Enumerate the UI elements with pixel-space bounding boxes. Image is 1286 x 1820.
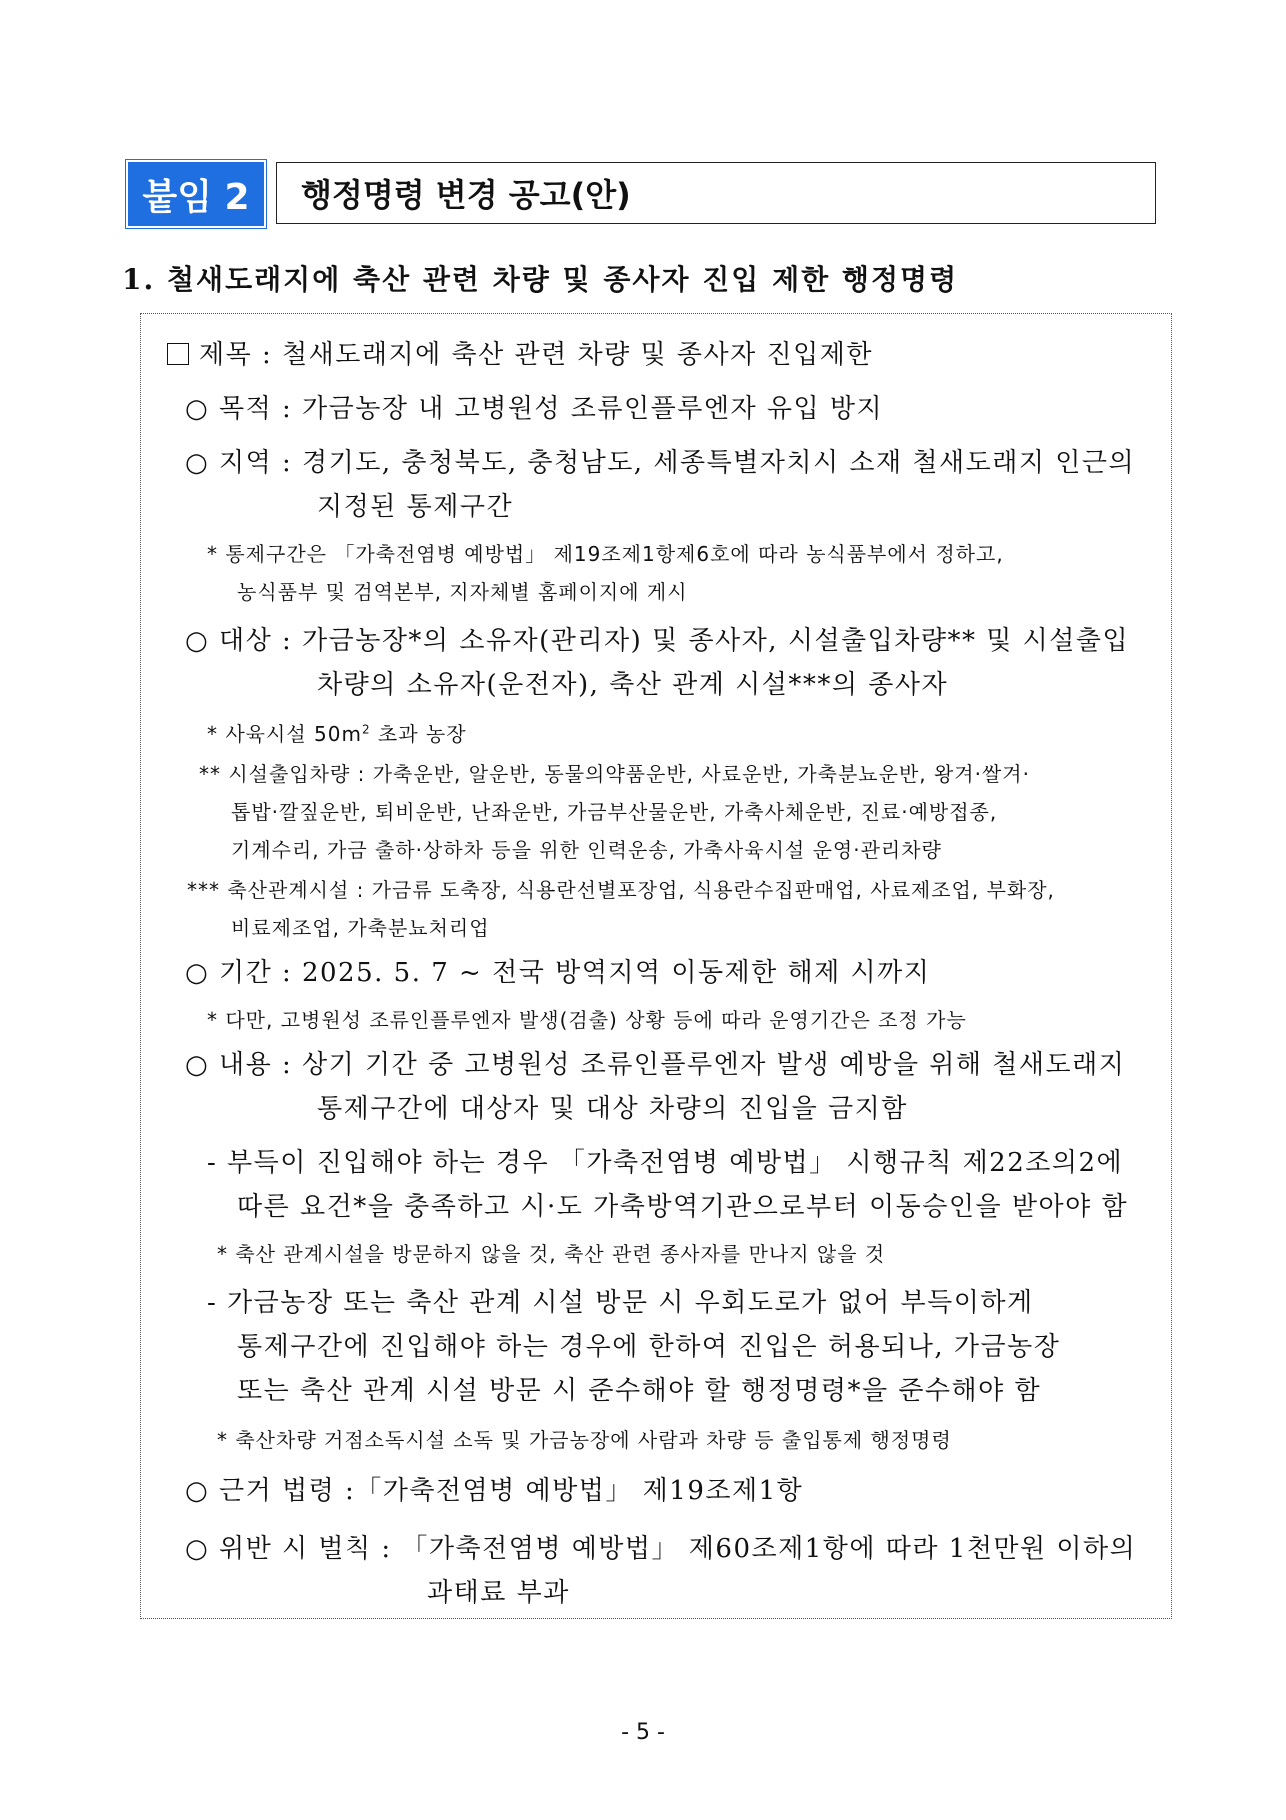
dash2-line-2: 통제구간에 진입해야 하는 경우에 한하여 진입은 허용되나, 가금농장 (237, 1332, 1061, 1362)
dash2-line-1: - 가금농장 또는 축산 관계 시설 방문 시 우회도로가 없어 부득이하게 (207, 1288, 1034, 1318)
subject-line (167, 334, 873, 371)
target-note-1 (207, 718, 467, 747)
target-note-2b: 톱밥·깔짚운반, 퇴비운반, 난좌운반, 가금부산물운반, 가축사체운반, 진료·예방접종, (231, 800, 998, 824)
target-note-3a: *** 축산관계시설 : 가금류 도축장, 식용란선별포장업, 식용란수집판매업, 사료제조업, 부화장, (187, 878, 1055, 902)
checkbox-square-icon (167, 343, 189, 365)
region-note-1: * 통제구간은 「가축전염병 예방법」 제19조제1항제6호에 따라 농식품부에서 정하고, (207, 542, 1004, 566)
dash1-note: * 축산 관계시설을 방문하지 않을 것, 축산 관련 종사자를 만나지 않을 것 (217, 1242, 886, 1266)
notice-content-box (140, 313, 1172, 1619)
region-note-2: 농식품부 및 검역본부, 지자체별 홈페이지에 게시 (237, 580, 688, 604)
document-title (276, 162, 1156, 224)
target-note-3b: 비료제조업, 가축분뇨처리업 (231, 916, 490, 940)
region-line-2: 지정된 통제구간 (317, 492, 514, 522)
dash1-line-1: - 부득이 진입해야 하는 경우 「가축전염병 예방법」 시행규칙 제22조의2에 (207, 1148, 1124, 1178)
period-note: * 다만, 고병원성 조류인플루엔자 발생(검출) 상황 등에 따라 운영기간은 조정 가능 (207, 1008, 967, 1032)
document-title-text: 행정명령 변경 공고(안) (301, 176, 631, 214)
dash1-line-2: 따른 요건*을 충족하고 시·도 가축방역기관으로부터 이동승인을 받아야 함 (237, 1192, 1129, 1222)
dash2-line-3: 또는 축산 관계 시설 방문 시 준수해야 할 행정명령*을 준수해야 함 (237, 1376, 1042, 1406)
period-line: ○ 기간 : 2025. 5. 7 ~ 전국 방역지역 이동제한 해제 시까지 (185, 958, 931, 988)
page-number: - 5 - (621, 1720, 665, 1745)
target-note-1-sup: 2 (361, 722, 371, 737)
contents-line-2: 통제구간에 대상자 및 대상 차량의 진입을 금지함 (317, 1094, 908, 1124)
purpose-line: ○ 목적 : 가금농장 내 고병원성 조류인플루엔자 유입 방지 (185, 394, 884, 424)
target-note-1-a: * 사육시설 50m (207, 722, 362, 746)
target-note-2c: 기계수리, 가금 출하·상하차 등을 위한 인력운송, 가축사육시설 운영·관리차량 (231, 838, 942, 862)
section-heading: 1. 철새도래지에 축산 관련 차량 및 종사자 진입 제한 행정명령 (122, 263, 959, 296)
penalty-line-1: ○ 위반 시 벌칙 : 「가축전염병 예방법」 제60조제1항에 따라 1천만원 이하의 (185, 1534, 1137, 1564)
target-line-1: ○ 대상 : 가금농장*의 소유자(관리자) 및 종사자, 시설출입차량** 및 시설출입 (185, 626, 1130, 656)
region-line-1: ○ 지역 : 경기도, 충청북도, 충청남도, 세종특별자치시 소재 철새도래지 인근의 (185, 448, 1136, 478)
target-line-2: 차량의 소유자(운전자), 축산 관계 시설***의 종사자 (317, 670, 949, 700)
attachment-badge: 붙임 2 (128, 162, 264, 226)
subject-text: 제목 : 철새도래지에 축산 관련 차량 및 종사자 진입제한 (199, 340, 873, 370)
contents-line-1: ○ 내용 : 상기 기간 중 고병원성 조류인플루엔자 발생 예방을 위해 철새도래지 (185, 1050, 1126, 1080)
penalty-line-2: 과태료 부과 (427, 1578, 570, 1608)
target-note-2a: ** 시설출입차량 : 가축운반, 알운반, 동물의약품운반, 사료운반, 가축분뇨운반, 왕겨·쌀겨· (199, 762, 1030, 786)
dash2-note: * 축산차량 거점소독시설 소독 및 가금농장에 사람과 차량 등 출입통제 행정명령 (217, 1428, 952, 1452)
target-note-1-b: 초과 농장 (370, 722, 467, 746)
basis-line: ○ 근거 법령 :「가축전염병 예방법」 제19조제1항 (185, 1476, 804, 1506)
